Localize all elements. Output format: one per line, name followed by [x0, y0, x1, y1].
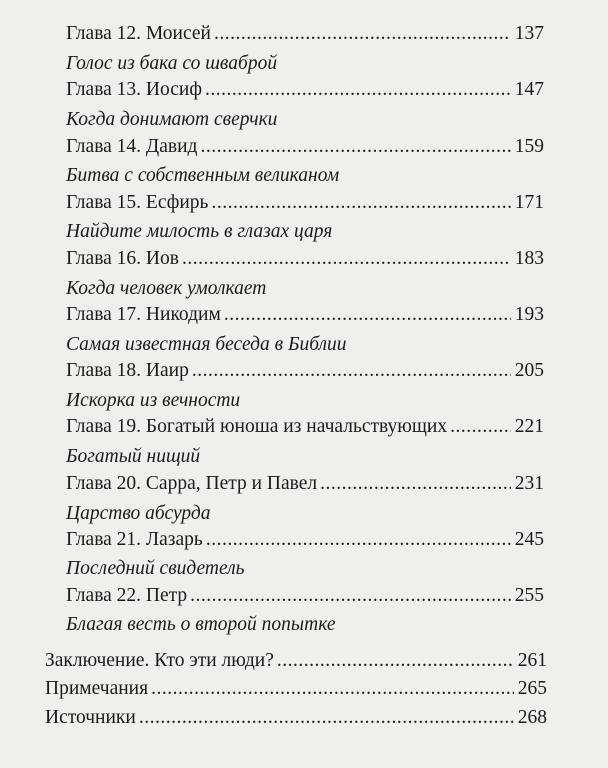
- toc-entry-chapter-13: [66, 78, 544, 102]
- dot-leader: [450, 415, 511, 439]
- chapter-title: Глава 12. Моисей: [66, 23, 211, 44]
- chapter-title: Глава 15. Есфирь: [66, 192, 209, 213]
- section-title: Примечания: [45, 678, 149, 699]
- page-number: 137: [514, 23, 544, 44]
- chapter-title: Глава 21. Лазарь: [66, 529, 203, 550]
- page-number: 268: [517, 707, 547, 728]
- page-number: 205: [514, 360, 544, 381]
- section-title: Источники: [45, 707, 136, 728]
- dot-leader: [200, 135, 510, 159]
- section-title: Заключение. Кто эти люди?: [45, 650, 274, 671]
- chapter-subtitle: Последний свидетель: [66, 558, 245, 579]
- chapter-title: Глава 13. Иосиф: [66, 79, 202, 100]
- page-number: 193: [514, 304, 544, 325]
- dot-leader: [211, 191, 510, 215]
- page-number: 245: [514, 529, 544, 550]
- dot-leader: [277, 649, 514, 673]
- chapter-title: Глава 16. Иов: [66, 248, 179, 269]
- chapter-subtitle: Богатый нищий: [66, 446, 201, 467]
- chapter-title: Глава 19. Богатый юноша из начальствующих: [66, 416, 448, 437]
- page-number: 261: [517, 650, 547, 671]
- toc-entry-chapter-19: [66, 415, 544, 439]
- page-number: 231: [514, 473, 544, 494]
- toc-entry-chapter-18: [66, 359, 544, 383]
- dot-leader: [205, 78, 511, 102]
- page-number: 147: [514, 79, 544, 100]
- chapter-title: Глава 18. Иаир: [66, 360, 189, 381]
- chapter-subtitle: Царство абсурда: [66, 503, 211, 524]
- toc-entry-conclusion: [45, 649, 547, 673]
- chapter-subtitle: Найдите милость в глазах царя: [66, 221, 333, 242]
- dot-leader: [206, 528, 511, 552]
- dot-leader: [151, 677, 514, 701]
- toc-entry-chapter-17: [66, 303, 544, 327]
- page-number: 255: [514, 585, 544, 606]
- page-number: 171: [514, 192, 544, 213]
- dot-leader: [320, 472, 511, 496]
- toc-entry-sources: [45, 706, 547, 730]
- dot-leader: [182, 247, 511, 271]
- chapter-title: Глава 14. Давид: [66, 136, 198, 157]
- chapter-subtitle: Искорка из вечности: [66, 390, 241, 411]
- page-number: 221: [514, 416, 544, 437]
- toc-entry-chapter-15: [66, 191, 544, 215]
- chapter-title: Глава 17. Никодим: [66, 304, 221, 325]
- page-number: 159: [514, 136, 544, 157]
- dot-leader: [214, 22, 511, 46]
- dot-leader: [224, 303, 511, 327]
- toc-entry-chapter-14: [66, 135, 544, 159]
- dot-leader: [192, 359, 511, 383]
- dot-leader: [190, 584, 511, 608]
- toc-entry-chapter-20: [66, 472, 544, 496]
- toc-entry-chapter-12: [66, 22, 544, 46]
- chapter-subtitle: Когда человек умолкает: [66, 278, 267, 299]
- page-number: 183: [514, 248, 544, 269]
- chapter-subtitle: Самая известная беседа в Библии: [66, 334, 347, 355]
- toc-entry-notes: [45, 677, 547, 701]
- toc-entry-chapter-16: [66, 247, 544, 271]
- chapter-subtitle: Голос из бака со шваброй: [66, 53, 278, 74]
- toc-entry-chapter-22: [66, 584, 544, 608]
- chapter-title: Глава 22. Петр: [66, 585, 188, 606]
- dot-leader: [139, 706, 514, 730]
- chapter-title: Глава 20. Сарра, Петр и Павел: [66, 473, 318, 494]
- chapter-subtitle: Битва с собственным великаном: [66, 165, 340, 186]
- page-number: 265: [517, 678, 547, 699]
- chapter-subtitle: Благая весть о второй попытке: [66, 614, 336, 635]
- toc-entry-chapter-21: [66, 528, 544, 552]
- chapter-subtitle: Когда донимают сверчки: [66, 109, 278, 130]
